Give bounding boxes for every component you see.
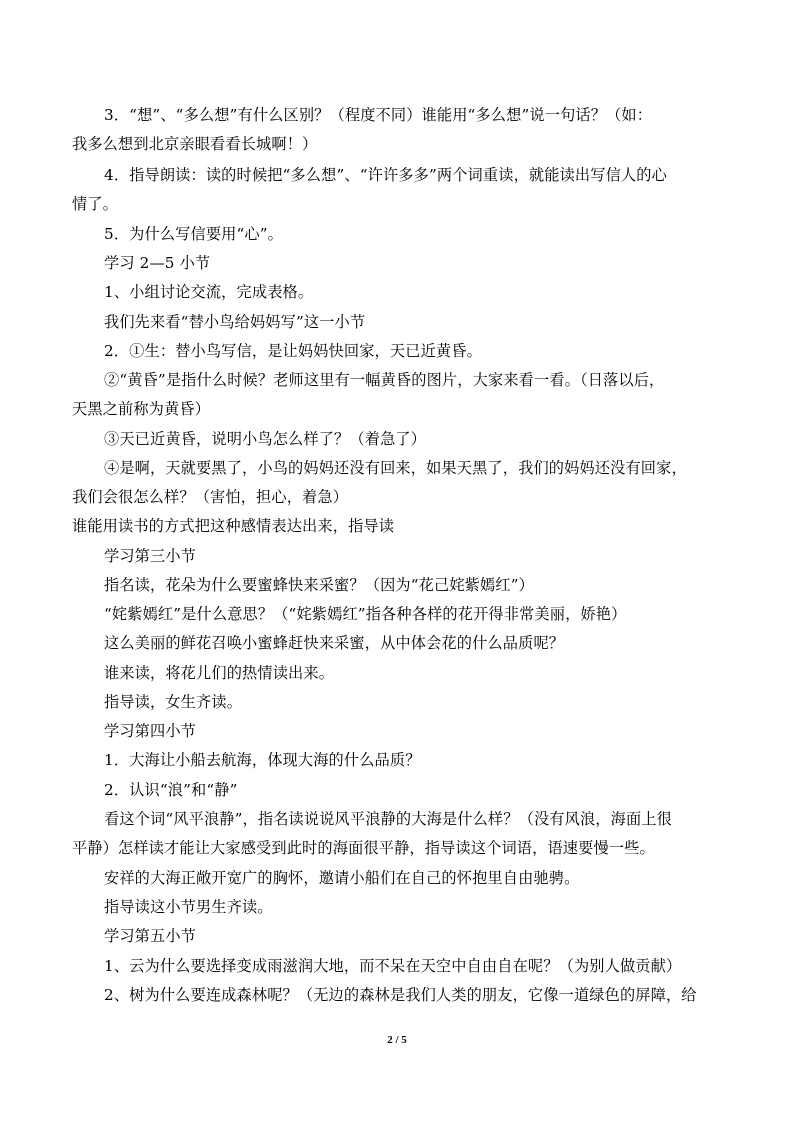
text-line-1: 3．“想”、“多么想”有什么区别？（程度不同）谁能用“多么想”说一句话？（如： [104, 106, 653, 124]
text-line-5: 5．为什么写信要用“心”。 [104, 225, 284, 243]
text-line-25: 看这个词“风平浪静”，指名读说说风平浪静的大海是什么样？（没有风浪，海面上很 [104, 810, 672, 828]
text-line-9: 2．①生：替小鸟写信，是让妈妈快回家，天已近黄昏。 [104, 342, 482, 360]
text-line-21: 指导读，女生齐读。 [104, 693, 243, 711]
text-line-10: ②“黄昏”是指什么时候？老师这里有一幅黄昏的图片，大家来看一看。（日落以后， [104, 371, 665, 389]
text-line-27: 安祥的大海正敞开宽广的胸怀，邀请小船们在自己的怀抱里自由驰骋。 [104, 869, 580, 887]
text-line-8: 我们先来看“替小鸟给妈妈写”这一小节 [104, 313, 366, 331]
text-line-4: 情了。 [72, 195, 119, 213]
page-number: 2 / 5 [387, 1034, 407, 1046]
text-line-28: 指导读这小节男生齐读。 [104, 898, 273, 916]
text-line-29: 学习第五小节 [104, 927, 197, 945]
text-line-24: 2．认识“浪”和“静” [104, 781, 238, 799]
text-line-16: 学习第三小节 [104, 547, 197, 565]
text-line-20: 谁来读，将花儿们的热情读出来。 [104, 664, 335, 682]
text-line-3: 4．指导朗读：读的时候把“多么想”、“许许多多”两个词重读，就能读出写信人的心 [104, 166, 667, 184]
text-line-15: 谁能用读书的方式把这种感情表达出来，指导读 [72, 517, 395, 535]
text-line-7: 1、小组讨论交流，完成表格。 [104, 283, 314, 301]
text-line-11: 天黑之前称为黄昏） [72, 400, 211, 418]
text-line-26: 平静）怎样读才能让大家感受到此时的海面很平静，指导读这个词语，语速要慢一些。 [72, 839, 655, 857]
text-line-12: ③天已近黄昏，说明小鸟怎么样了？（着急了） [104, 430, 427, 448]
text-line-13: ④是啊，天就要黑了，小鸟的妈妈还没有回来，如果天黑了，我们的妈妈还没有回家， [104, 459, 687, 477]
text-line-23: 1．大海让小船去航海，体现大海的什么品质？ [104, 751, 421, 769]
text-line-2: 我多么想到北京亲眼看看长城啊！） [72, 135, 318, 153]
text-line-19: 这么美丽的鲜花召唤小蜜蜂赶快来采蜜，从中体会花的什么品质呢？ [104, 634, 565, 652]
text-line-31: 2、树为什么要连成森林呢？（无边的森林是我们人类的朋友，它像一道绿色的屏障，给 [104, 986, 697, 1004]
text-line-17: 指名读，花朵为什么要蜜蜂快来采蜜？（因为“花己姹紫嫣红”） [104, 576, 534, 594]
text-line-30: 1、云为什么要选择变成雨滋润大地，而不呆在天空中自由自在呢？（为别人做贡献） [104, 957, 682, 975]
text-line-14: 我们会很怎么样？（害怕，担心，着急） [72, 488, 349, 506]
text-line-18: “姹紫嫣红”是什么意思？（“姹紫嫣红”指各种各样的花开得非常美丽，娇艳） [104, 605, 627, 623]
text-line-22: 学习第四小节 [104, 722, 197, 740]
text-line-6: 学习 2—5 小节 [104, 254, 211, 272]
